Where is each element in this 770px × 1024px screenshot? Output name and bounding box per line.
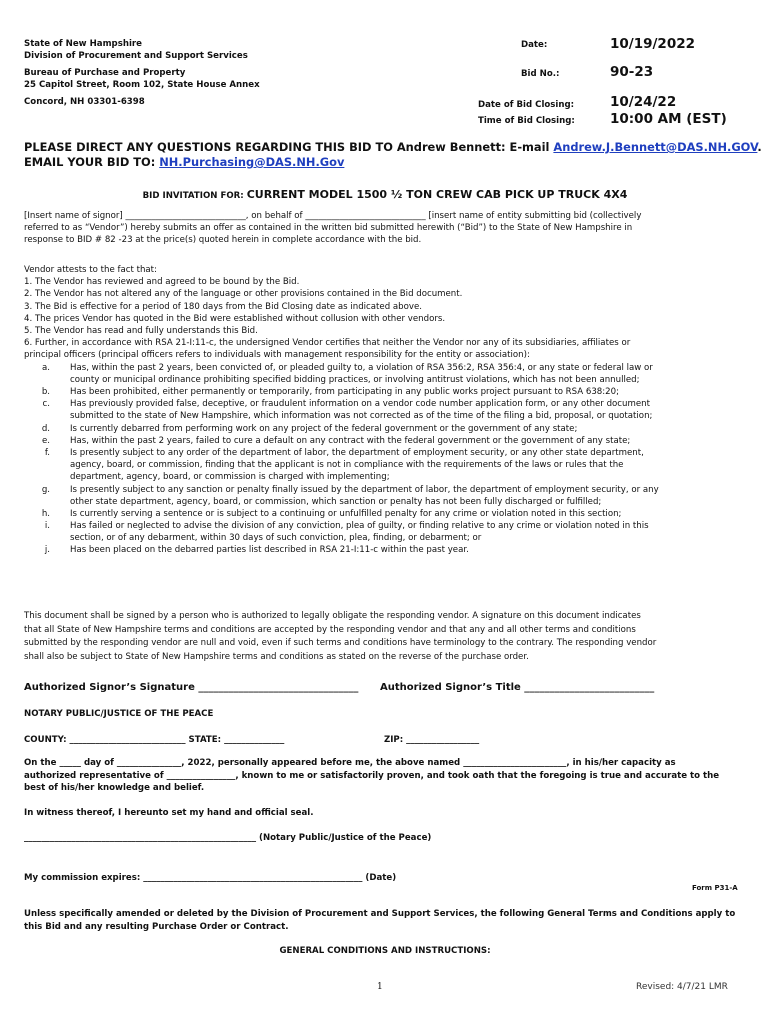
oath-line: On the _____ day of _______________, 2022, personally appeared before me, the above named ________________________, in his/her capacity as: [24, 758, 676, 768]
subitem-g: g. Is presently subject to any sanction or penalty finally issued by the department of labor, the department of employment security, or any: [41, 484, 659, 495]
questions-suffix: .: [757, 140, 762, 154]
oath-line: authorized representative of ________________, known to me or satisfactorily proven, and took oath that the foregoing is true and accurate to the: [24, 770, 720, 781]
questions-line: [24, 140, 762, 155]
signing-paragraph: [24, 610, 754, 664]
subitem-f: f. Is presently subject to any order of the department of labor, the department of employment security, or any other state department,: [44, 447, 644, 458]
bid-invitation-title: [0, 183, 770, 202]
notary-heading: NOTARY PUBLIC/JUSTICE OF THE PEACE: [24, 709, 214, 719]
signing-line: that all State of New Hampshire terms and conditions are accepted by the responding vendor and that any and all other terms and conditions: [24, 624, 636, 635]
invitation-label: BID INVITATION FOR:: [142, 191, 247, 201]
org-line: 25 Capitol Street, Room 102, State House Annex: [24, 80, 260, 90]
oath-paragraph: [24, 757, 754, 795]
attest-item-6: 6. Further, in accordance with RSA 21-I:11-c, the undersigned Vendor certifies that neither the Vendor nor any of its subsidiaries, affiliates or: [24, 338, 631, 349]
subitem-j: j. Has been placed on the debarred parties list described in RSA 21-I:11-c within the past year.: [44, 545, 469, 556]
org-address-block: [24, 38, 324, 108]
subitem-c: c. Has previously provided false, deceptive, or fraudulent information on a vendor code number application form, or any other document: [42, 399, 650, 410]
amend-line: this Bid and any resulting Purchase Order or Contract.: [24, 921, 289, 932]
org-line: Bureau of Purchase and Property: [24, 68, 186, 78]
subitem-h: h. Is currently serving a sentence or is subject to a continuing or unfulfilled penalty for any crime or violation noted in this section;: [41, 508, 622, 519]
general-conditions-heading: GENERAL CONDITIONS AND INSTRUCTIONS:: [279, 946, 491, 956]
intro-paragraph: [24, 210, 754, 247]
attestation-block: [24, 264, 754, 557]
oath-line: best of his/her knowledge and belief.: [24, 783, 205, 793]
signor-title-field[interactable]: Authorized Signor’s Title __________________________: [380, 682, 655, 693]
attest-item: 3. The Bid is effective for a period of 180 days from the Bid Closing date as indicated above.: [24, 301, 422, 312]
signor-signature-field[interactable]: Authorized Signor’s Signature ________________________________: [24, 682, 359, 693]
revision-note: Revised: 4/7/21 LMR: [636, 982, 728, 992]
bid-no-label: Bid No.:: [521, 69, 560, 79]
amend-line: Unless specifically amended or deleted by the Division of Procurement and Support Services, the following General Terms and Conditions apply to: [24, 909, 736, 919]
submit-line: [24, 155, 754, 170]
intro-line: response to BID # 82 -23 at the price(s) quoted herein in complete accordance with the bid.: [24, 235, 422, 246]
commission-expires-field[interactable]: My commission expires: ___________________________________________________ (Date): [24, 873, 397, 883]
closing-date-value: 10/24/22: [610, 94, 677, 110]
subitem-d: d. Is currently debarred from performing work on any project of the federal government or the government of any state;: [41, 423, 578, 434]
notary-signature-field[interactable]: ______________________________________________________ (Notary Public/Justice of the Peace): [24, 833, 432, 843]
subitem-i: i. Has failed or neglected to advise the division of any conviction, plea of guilty, or finding relative to any crime or violation noted in this: [44, 521, 649, 532]
signing-line: submitted by the responding vendor are null and void, even if such terms and conditions have terminology to the contrary. The responding vendor: [24, 638, 657, 648]
invitation-subject: CURRENT MODEL 1500 ½ TON CREW CAB PICK UP TRUCK 4X4: [246, 188, 628, 201]
intro-line: [Insert name of signor] ____________________________, on behalf of ____________________________ [insert name of entity submitting bid (collectively: [24, 211, 642, 221]
county-state-field[interactable]: COUNTY: ___________________________ STATE: ______________: [24, 735, 285, 745]
attest-item-6: principal officers (principal officers refers to individuals with management responsibility for the entity or association):: [24, 350, 530, 361]
closing-date-label: Date of Bid Closing:: [478, 100, 575, 110]
amend-paragraph: [24, 908, 754, 933]
org-line: Division of Procurement and Support Services: [24, 51, 248, 61]
closing-time-value: 10:00 AM (EST): [610, 111, 727, 127]
date-label: Date:: [521, 40, 548, 50]
attest-heading: Vendor attests to the fact that:: [24, 265, 157, 275]
date-value: 10/19/2022: [610, 36, 696, 52]
subitem-a: a. Has, within the past 2 years, been convicted of, or pleaded guilty to, a violation of RSA 356:2, RSA 356:4, or any state or federal law or: [42, 362, 653, 373]
subitem-b: b. Has been prohibited, either permanently or temporarily, from participating in any public works project pursuant to RSA 638:20;: [41, 387, 620, 397]
bennett-email-link[interactable]: Andrew.J.Bennett@DAS.NH.GOV: [553, 140, 758, 154]
purchasing-email-link[interactable]: NH.Purchasing@DAS.NH.Gov: [159, 155, 345, 169]
org-line: State of New Hampshire: [24, 39, 142, 49]
zip-field[interactable]: ZIP: _________________: [384, 735, 480, 745]
attest-item: 2. The Vendor has not altered any of the language or other provisions contained in the Bid document.: [24, 289, 463, 300]
witness-statement: In witness thereof, I hereunto set my hand and official seal.: [24, 808, 314, 818]
contact-block: [24, 140, 762, 170]
signing-line: This document shall be signed by a person who is authorized to legally obligate the responding vendor. A signature on this document indicates: [24, 611, 641, 621]
submit-text: EMAIL YOUR BID TO:: [24, 155, 160, 169]
questions-text: PLEASE DIRECT ANY QUESTIONS REGARDING THIS BID TO Andrew Bennett: E-mail: [24, 140, 554, 154]
page-number: 1: [377, 982, 383, 992]
intro-line: referred to as “Vendor”) hereby submits an offer as contained in the written bid submitted herewith (“Bid”) to the State of New Hampshire in: [24, 223, 633, 234]
subitem-list: a. Has, within the past 2 years, been convicted of, or pleaded guilty to, a violation of RSA 356:2, RSA 356:4, or any state or federal law or county or municipal ordinance prohibiting specified bidding practices, or involving antitrust violations, which has not been annulled; b. Has been prohibited, either permanently or temporarily, from participating in any public works project pursuant to RSA 638:20; c. Has previously provided false, deceptive, or fraudulent information on a vendor code number application form, or any other document submitted to the state of New Hampshire, which information was not corrected as of the time of the filing a bid, proposal, or quotation; d. Is currently debarred from performing work on any project of the federal government or the government of any state; e. Has, within the past 2 years, failed to cure a default on any contract with the federal government or the government of any state; f. Is presently subject to any order of the department of labor, the department of employment security, or any other state department, agency, board, or commission, finding that the applicant is not in compliance with the requirements of the laws or rules that the department, agency, board, or commission is charged with implementing; g. Is presently subject to any sanction or penalty finally issued by the department of labor, the department of employment security, or any other state department, agency, board, or commission, which sanction or penalty has not been fully discharged or fulfilled; h. Is currently serving a sentence or is subject to a continuing or unfulfilled penalty for any crime or violation noted in this section; i. Has failed or neglected to advise the division of any conviction, plea of guilty, or finding relative to any crime or violation noted in this section, or of any debarment, within 30 days of such conviction, plea, finding, or debarment; or j. Has been placed on the debarred parties list described in RSA 21-I:11-c within the past year.: [24, 362, 754, 557]
org-line: Concord, NH 03301-6398: [24, 97, 145, 107]
form-id: Form P31-A: [692, 884, 738, 892]
signing-line: shall also be subject to State of New Hampshire terms and conditions as stated on the reverse of the purchase order.: [24, 651, 529, 662]
attest-item: 5. The Vendor has read and fully understands this Bid.: [24, 326, 258, 337]
attest-item: 1. The Vendor has reviewed and agreed to be bound by the Bid.: [24, 277, 300, 288]
bid-no-value: 90-23: [610, 64, 654, 80]
closing-time-label: Time of Bid Closing:: [478, 116, 575, 126]
subitem-e: e. Has, within the past 2 years, failed to cure a default on any contract with the federal government or the government of any state;: [41, 435, 631, 446]
attest-item: 4. The prices Vendor has quoted in the Bid were established without collusion with other vendors.: [24, 313, 446, 324]
